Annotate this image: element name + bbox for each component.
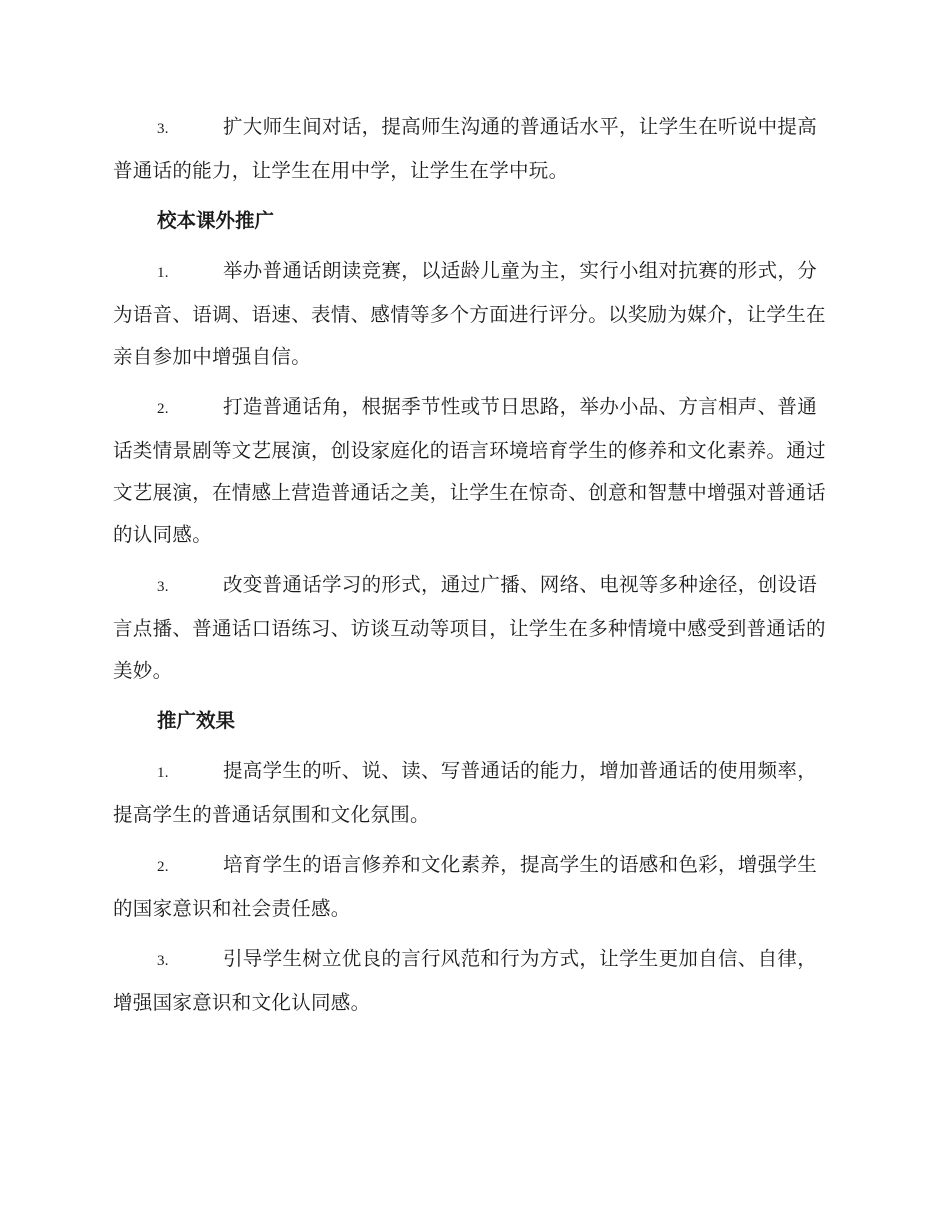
item-text: 培育学生的语言修养和文化素养，提高学生的语感和色彩，增强学生的国家意识和社会责任感。 xyxy=(113,853,818,920)
item-text: 引导学生树立优良的言行风范和行为方式，让学生更加自信、自律，增强国家意识和文化认同感。 xyxy=(113,947,818,1014)
list-item xyxy=(113,386,833,556)
section-heading: 推广效果 xyxy=(157,709,236,732)
list-item xyxy=(113,564,833,692)
item-text: 提高学生的听、说、读、写普通话的能力，增加普通话的使用频率，提高学生的普通话氛围和文化氛围。 xyxy=(113,759,818,826)
item-number: 1. xyxy=(157,765,169,781)
list-item xyxy=(113,106,833,192)
item-number: 2. xyxy=(157,859,169,875)
list-item xyxy=(113,844,833,930)
item-text: 扩大师生间对话，提高师生沟通的普通话水平，让学生在听说中提高普通话的能力，让学生在用中学，让学生在学中玩。 xyxy=(113,115,818,182)
item-text: 改变普通话学习的形式，通过广播、网络、电视等多种途径，创设语言点播、普通话口语练习、访谈互动等项目，让学生在多种情境中感受到普通话的美妙。 xyxy=(113,573,826,682)
item-text: 打造普通话角，根据季节性或节日思路，举办小品、方言相声、普通话类情景剧等文艺展演，创设家庭化的语言环境培育学生的修养和文化素养。通过文艺展演，在情感上营造普通话之美，让学生在惊奇、创意和智慧中增强对普通话的认同感。 xyxy=(113,395,826,546)
item-number: 1. xyxy=(157,265,169,281)
item-number: 3. xyxy=(157,121,169,137)
list-item xyxy=(113,750,833,836)
item-number: 2. xyxy=(157,401,169,417)
list-item xyxy=(113,938,833,1024)
item-number: 3. xyxy=(157,579,169,595)
item-number: 3. xyxy=(157,953,169,969)
section-heading: 校本课外推广 xyxy=(157,209,275,232)
document-page xyxy=(113,106,833,1032)
item-text: 举办普通话朗读竞赛，以适龄儿童为主，实行小组对抗赛的形式，分为语音、语调、语速、表情、感情等多个方面进行评分。以奖励为媒介，让学生在亲自参加中增强自信。 xyxy=(113,259,826,368)
list-item xyxy=(113,250,833,378)
